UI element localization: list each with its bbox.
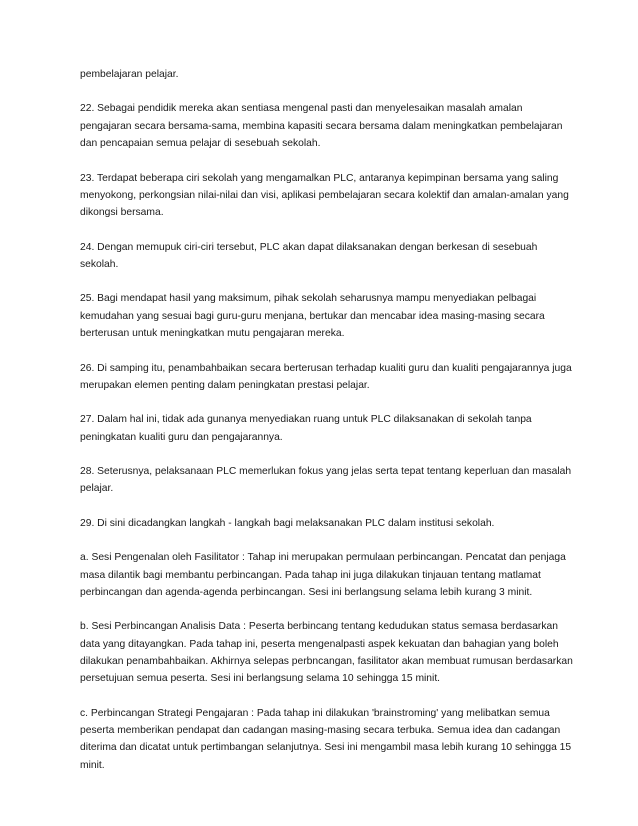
paragraph-continuation: pembelajaran pelajar.	[80, 69, 179, 80]
paragraph-29: 29. Di sini dicadangkan langkah - langkah bagi melaksanakan PLC dalam institusi sekolah.	[80, 517, 495, 529]
document-body	[80, 66, 574, 774]
paragraph-22: 22. Sebagai pendidik mereka akan sentiasa mengenal pasti dan menyelesaikan masalah amalan pengajaran secara bersama-sama, membina kapasiti secara bersama dalam meningkatkan pembelajaran dan pencapaian semua pelajar di sesebuah sekolah.	[80, 103, 563, 150]
paragraph-24: 24. Dengan memupuk ciri-ciri tersebut, PLC akan dapat dilaksanakan dengan berkesan di sesebuah sekolah.	[80, 241, 538, 270]
paragraph-27: 27. Dalam hal ini, tidak ada gunanya menyediakan ruang untuk PLC dilaksanakan di sekolah tanpa peningkatan kualiti guru dan pengajarannya.	[80, 414, 532, 443]
paragraph-29c: c. Perbincangan Strategi Pengajaran : Pada tahap ini dilakukan 'brainstroming' yang melibatkan semua peserta memberikan pendapat dan cadangan masing-masing secara terbuka. Semua idea dan cadangan diterima dan dicatat untuk pertimbangan selanjutnya. Sesi ini mengambil masa lebih kurang 10 sehingga 15 minit.	[80, 707, 572, 771]
paragraph-28: 28. Seterusnya, pelaksanaan PLC memerlukan fokus yang jelas serta tepat tentang keperluan dan masalah pelajar.	[80, 466, 572, 495]
paragraph-23: 23. Terdapat beberapa ciri sekolah yang mengamalkan PLC, antaranya kepimpinan bersama yang saling menyokong, perkongsian nilai-nilai dan visi, aplikasi pembelajaran secara kolektif dan amalan-amalan yang dikongsi bersama.	[80, 172, 569, 219]
paragraph-26: 26. Di samping itu, penambahbaikan secara berterusan terhadap kualiti guru dan kualiti pengajarannya juga merupakan elemen penting dalam peningkatan prestasi pelajar.	[80, 362, 572, 391]
paragraph-29b: b. Sesi Perbincangan Analisis Data : Peserta berbincang tentang kedudukan status semasa berdasarkan data yang ditayangkan. Pada tahap ini, peserta mengenalpasti aspek kekuatan dan bahagian yang boleh dilakukan penambahbaikan. Akhirnya selepas perbncangan, fasilitator akan membuat rumusan berdasarkan persetujuan semua peserta. Sesi ini berlangsung selama 10 sehingga 15 minit.	[80, 621, 573, 685]
paragraph-29a: a. Sesi Pengenalan oleh Fasilitator : Tahap ini merupakan permulaan perbincangan. Pencatat dan penjaga masa dilantik bagi membantu perbincangan. Pada tahap ini juga dilakukan tinjauan tentang matlamat perbincangan dan agenda-agenda perbincangan. Sesi ini berlangsung selama lebih kurang 3 minit.	[80, 552, 566, 598]
paragraph-25: 25. Bagi mendapat hasil yang maksimum, pihak sekolah seharusnya mampu menyediakan pelbagai kemudahan yang sesuai bagi guru-guru menjana, bertukar dan mencabar idea masing-masing secara berterusan untuk meningkatkan mutu pengajaran mereka.	[80, 293, 545, 340]
